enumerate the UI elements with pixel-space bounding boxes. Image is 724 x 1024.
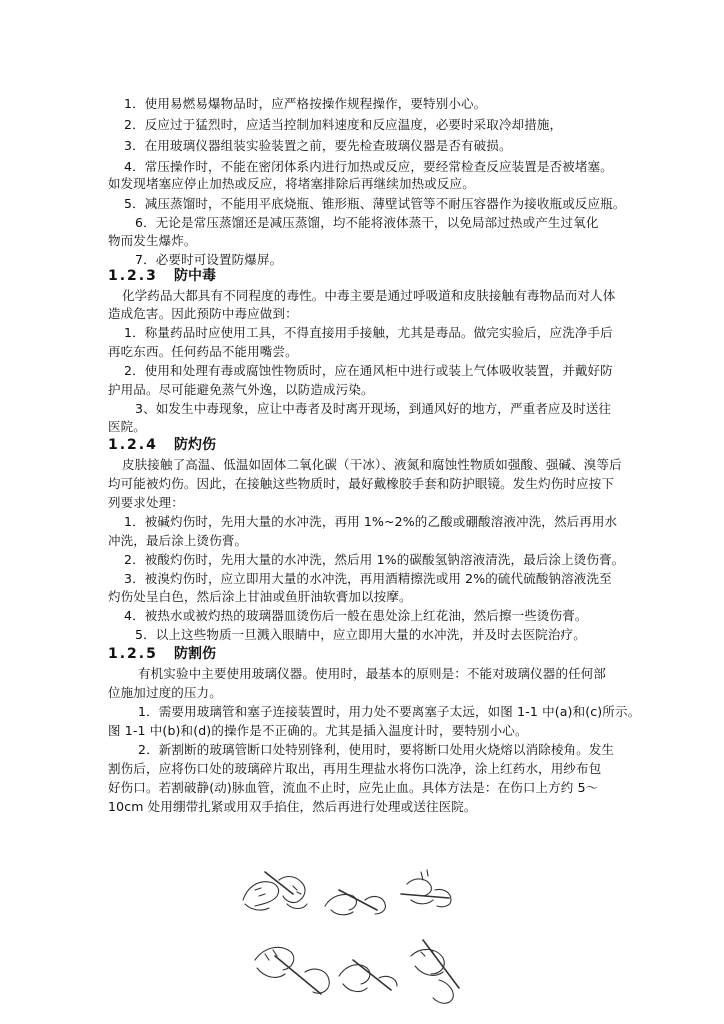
paragraph-line: 列要求处理： [108,495,184,510]
paragraph-line: 5．以上这些物质一旦溅入眼睛中，应立即用大量的水冲洗，并及时去医院治疗。 [135,627,586,642]
paragraph-line: 护用品。尽可能避免蒸气外逸，以防造成污染。 [108,382,374,397]
safety-item-2: 2．反应过于猛烈时，应适当控制加料速度和反应温度，必要时采取冷却措施， [124,117,563,132]
figure-panel-a [243,872,307,910]
paragraph-line: 1．称量药品时应使用工具，不得直接用手接触，尤其是毒品。做完实验后，应洗净手后 [124,325,613,340]
section-heading-1-2-4 [108,436,216,454]
paragraph-line: 2．使用和处理有毒或腐蚀性物质时，应在通风柜中进行或装上气体吸收装置，并戴好防 [124,363,613,378]
paragraph-line: 有机实验中主要使用玻璃仪器。使用时，最基本的原则是：不能对玻璃仪器的任何部 [138,666,607,681]
safety-item-3: 3．在用玻璃仪器组装实验装置之前，要先检查玻璃仪器是否有破损。 [124,138,512,153]
section-title: 防割伤 [174,646,216,662]
figure-panel-f [411,940,459,1003]
paragraph-line: 化学药品大都具有不同程度的毒性。中毒主要是通过呼吸道和皮肤接触有毒物品而对人体 [122,288,616,303]
section-heading-1-2-5 [108,645,216,663]
paragraph-line: 2．新割断的玻璃管断口处特别锋利，使用时，要将断口处用火烧熔以消除棱角。发生 [138,742,615,757]
paragraph-line: 再吃东西。任何药品不能用嘴尝。 [108,344,298,359]
paragraph-line: 医院。 [108,419,146,434]
paragraph-line: 造成危害。因此预防中毒应做到： [108,306,298,321]
paragraph-line: 均可能被灼伤。因此，在接触这些物质时，最好戴橡胶手套和防护眼镜。发生灼伤时应按下 [108,476,615,491]
paragraph-line: 冲洗，最后涂上烫伤膏。 [108,533,248,548]
paragraph-line: 4．被热水或被灼热的玻璃器皿烫伤后一般在患处涂上红花油，然后擦一些烫伤膏。 [124,608,588,623]
paragraph-line: 好伤口。若割破静(动)脉血管，流血不止时，应先止血。具体方法是：在伤口上方约 5～ [108,780,599,795]
paragraph-line: 位施加过度的压力。 [108,685,222,700]
safety-item-5: 5．减压蒸馏时，不能用平底烧瓶、锥形瓶、薄壁试管等不耐压容器作为接收瓶或反应瓶。 [124,196,626,211]
section-number: 1.2.3 [108,268,158,284]
paragraph-line: 3、如发生中毒现象，应让中毒者及时离开现场，到通风好的地方，严重者应及时送往 [135,401,612,416]
safety-item-6-cont: 物而发生爆炸。 [108,233,197,248]
paragraph-line: 1．被碱灼伤时，先用大量的水冲洗，再用 1%~2%的乙酸或硼酸溶液冲洗，然后再用水 [124,514,618,529]
section-title: 防中毒 [174,268,216,284]
figure-panel-b [325,890,385,915]
section-heading-1-2-3 [108,267,216,285]
paragraph-line: 1．需要用玻璃管和塞子连接装置时，用力处不要离塞子太远，如图 1-1 中(a)和(c)所示。 [138,704,641,719]
paragraph-line: 10cm 处用绷带扎紧或用双手掐住，然后再进行处理或送往医院。 [108,799,477,814]
paragraph-line: 2．被酸灼伤时，先用大量的水冲洗，然后用 1%的碳酸氢钠溶液清洗，最后涂上烫伤膏。 [124,552,625,567]
hands-illustration [235,860,467,1020]
safety-item-4-cont: 如发现堵塞应停止加热或反应，将堵塞排除后再继续加热或反应。 [108,176,475,191]
figure-glass-tube-insertion [235,860,467,1020]
paragraph-line: 3．被溴灼伤时，应立即用大量的水冲洗，再用酒精擦洗或用 2%的硫代硫酸钠溶液洗至 [124,571,612,586]
figure-panel-d [255,947,329,994]
figure-panel-c [401,870,451,907]
paragraph-line: 图 1-1 中(b)和(d)的操作是不正确的。尤其是插入温度计时，要特别小心。 [108,723,528,738]
paragraph-line: 皮肤接触了高温、低温如固体二氧化碳（干冰）、液氮和腐蚀性物质如强酸、强碱、溴等后 [122,457,622,472]
figure-panel-e [339,960,397,991]
section-number: 1.2.4 [108,437,158,453]
paragraph-line: 灼伤处呈白色，然后涂上甘油或鱼肝油软膏加以按摩。 [108,589,412,604]
safety-item-1: 1．使用易燃易爆物品时，应严格按操作规程操作，要特别小心。 [124,96,487,111]
paragraph-line: 割伤后，应将伤口处的玻璃碎片取出，再用生理盐水将伤口洗净，涂上红药水，用纱布包 [108,761,602,776]
section-number: 1.2.5 [108,646,158,662]
safety-item-6: 6．无论是常压蒸馏还是减压蒸馏，均不能将液体蒸干，以免局部过热或产生过氧化 [135,215,599,230]
safety-item-7: 7．必要时可设置防爆屏。 [135,252,283,267]
section-title: 防灼伤 [174,437,216,453]
safety-item-4: 4．常压操作时，不能在密闭体系内进行加热或反应，要经常检查反应装置是否被堵塞。 [124,159,613,174]
